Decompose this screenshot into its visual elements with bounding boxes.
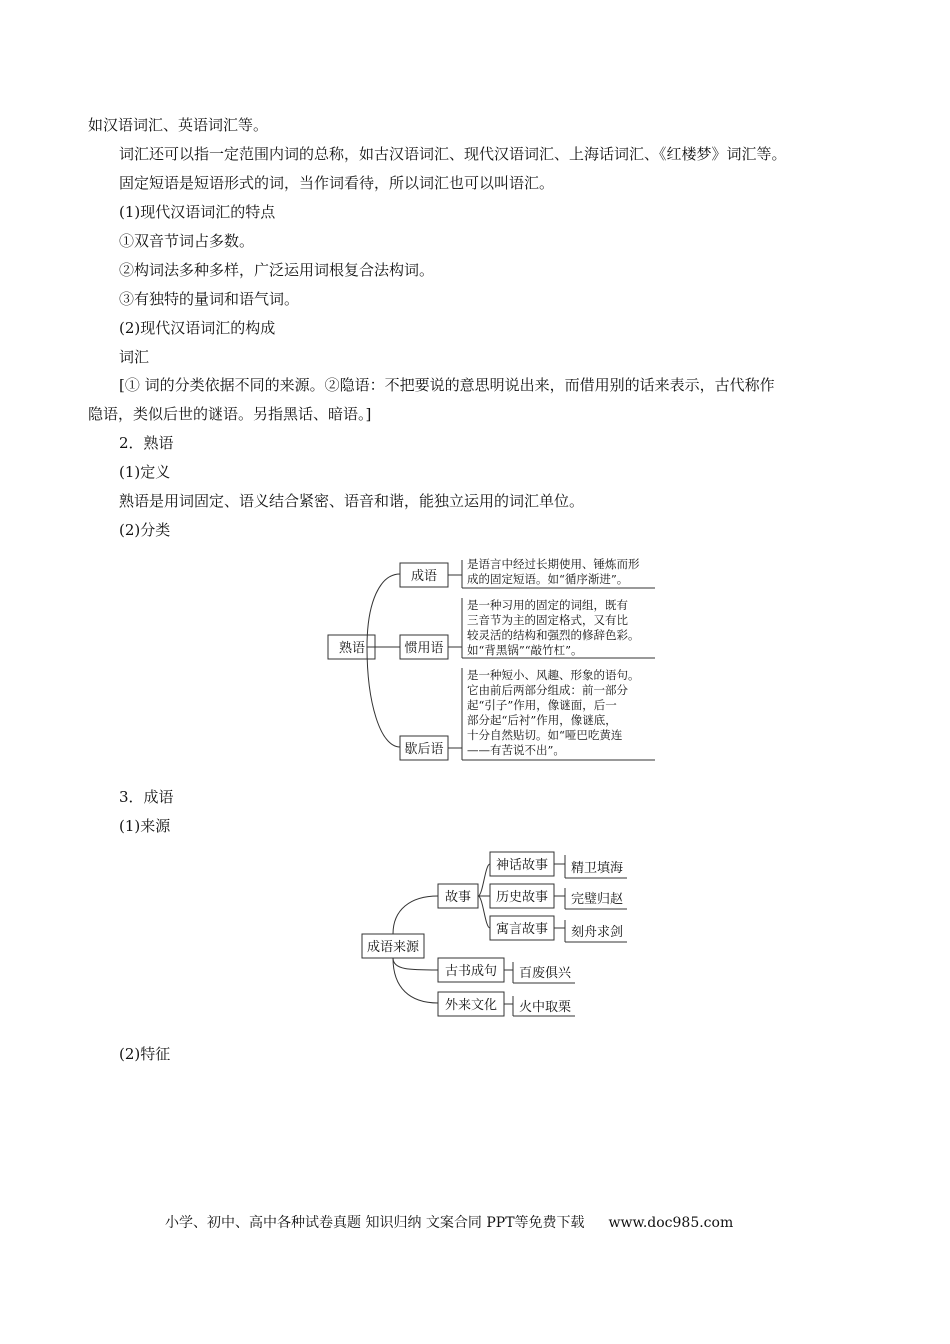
guanyongyu-desc-line: 三音节为主的固定格式，又有比	[467, 613, 628, 627]
chengyu-desc-line: 成的固定短语。如“循序渐进”。	[467, 572, 629, 586]
foreign-culture-label: 外来文化	[444, 998, 498, 1013]
example-kezhou: 刻舟求剑	[571, 925, 624, 940]
page-footer	[165, 1212, 733, 1232]
guanyongyu-desc-line: 是一种习用的固定的词组，既有	[467, 598, 628, 612]
example-huozhong: 火中取栗	[519, 1000, 572, 1015]
definition-text: 熟语是用词固定、语义结合紧密、语音和谐，能独立运用的词汇单位。	[119, 492, 585, 510]
branch-guanyongyu-label: 惯用语	[404, 641, 444, 656]
xiehouyu-desc-line: 起“引子”作用，像谜面，后一	[467, 698, 617, 712]
branch-xiehouyu-label: 歇后语	[404, 742, 444, 757]
features-heading: (2)特征	[119, 1045, 171, 1063]
chengyu-desc-line: 是语言中经过长期使用、锤炼而形	[467, 557, 640, 571]
fable-story-label: 寓言故事	[495, 922, 549, 937]
myth-story-label: 神话故事	[495, 858, 549, 873]
paragraph-fixed-phrase: 固定短语是短语形式的词，当作词看待，所以词汇也可以叫语汇。	[119, 174, 555, 192]
classification-heading: (2)分类	[119, 521, 171, 539]
shuyu-root-label: 熟语	[338, 641, 366, 656]
xiehouyu-desc-line: 它由前后两部分组成：前一部分	[467, 683, 628, 697]
feature-item-3: ③有独特的量词和语气词。	[119, 290, 300, 308]
paragraph-vocab-scope: 词汇还可以指一定范围内词的总称，如古汉语词汇、现代汉语词汇、上海话词汇、《红楼梦》词汇等。	[119, 145, 787, 163]
heading-features: (1)现代汉语词汇的特点	[119, 203, 276, 221]
vocab-label: 词汇	[119, 348, 150, 366]
note-line-2: 隐语，类似后世的谜语。另指黑话、暗语。]	[88, 405, 372, 423]
footer-text: 小学、初中、高中各种试卷真题 知识归纳 文案合同 PPT等免费下载	[165, 1215, 585, 1231]
history-story-label: 历史故事	[495, 890, 549, 905]
guanyongyu-desc-line: 较灵活的结构和强烈的修辞色彩。	[467, 628, 640, 642]
source-heading: (1)来源	[119, 817, 171, 835]
definition-heading: (1)定义	[119, 463, 171, 481]
xiehouyu-desc-line: 部分起“后衬”作用，像谜底，	[467, 713, 617, 727]
chengyu-source-diagram	[355, 850, 640, 1020]
example-wanbi: 完璧归赵	[571, 892, 624, 907]
example-baifei: 百废俱兴	[519, 966, 572, 981]
branch-chengyu-label: 成语	[410, 569, 438, 584]
feature-item-2: ②构词法多种多样，广泛运用词根复合法构词。	[119, 261, 435, 279]
footer-url[interactable]: www.doc985.com	[608, 1215, 734, 1231]
xiehouyu-desc-line: 是一种短小、风趣、形象的语句。	[467, 668, 640, 682]
story-label: 故事	[444, 890, 472, 905]
section-2-heading: 2．熟语	[119, 434, 174, 452]
xiehouyu-desc-line: 十分自然贴切。如“哑巴吃黄连	[467, 728, 623, 742]
guanyongyu-desc-line: 如“背黑锅”“敲竹杠”。	[467, 643, 583, 657]
note-line-1: [① 词的分类依据不同的来源。②隐语：不把要说的意思明说出来，而借用别的话来表示，古代称作	[119, 376, 775, 394]
feature-item-1: ①双音节词占多数。	[119, 232, 255, 250]
section-3-heading: 3．成语	[119, 788, 174, 806]
xiehouyu-desc-line: ——有苦说不出”。	[467, 743, 565, 757]
chengyu-root-label: 成语来源	[366, 940, 420, 955]
heading-composition: (2)现代汉语词汇的构成	[119, 319, 276, 337]
shuyu-classification-diagram	[325, 552, 665, 764]
ancient-book-label: 古书成句	[444, 964, 498, 979]
paragraph-vocab-examples: 如汉语词汇、英语词汇等。	[88, 116, 269, 134]
example-jingwei: 精卫填海	[571, 861, 624, 876]
